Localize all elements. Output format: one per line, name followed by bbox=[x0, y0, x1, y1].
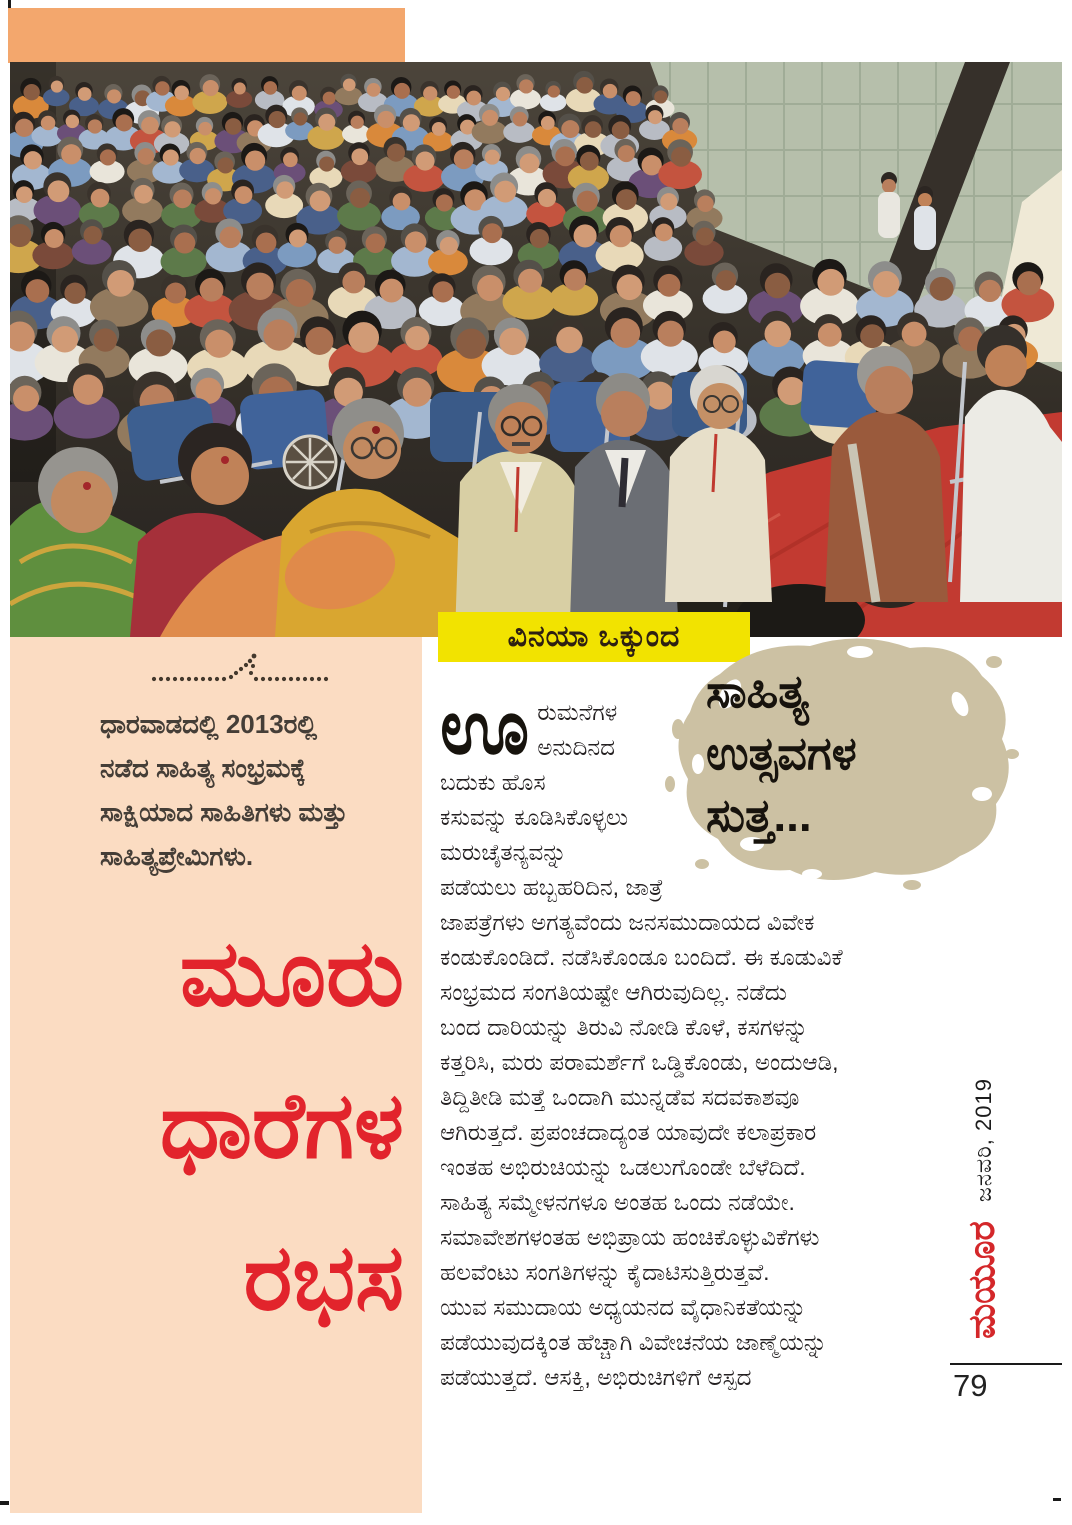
page-number: 79 bbox=[953, 1368, 988, 1403]
article-text: ಬದುಕು ಹೊಸ ಕಸುವನ್ನು ಕೂಡಿಸಿಕೊಳ್ಳಲು ಮರುಚೈತನ್ಯವನ್ನು ಪಡೆಯಲು ಹಬ್ಬಹರಿದಿನ, ಜಾತ್ರೆ ಜಾಪತ್ರೆಗಳು ಅಗತ್ಯವೆಂದು ಜನಸಮುದಾಯದ ವಿವೇಕ ಕಂಡುಕೊಂಡಿದೆ. ನಡೆಸಿಕೊಂಡೂ ಬಂದಿದೆ. ಈ ಕೂಡುವಿಕೆ ಸಂಭ್ರಮದ ಸಂಗತಿಯಷ್ಟೇ ಆಗಿರುವುದಿಲ್ಲ. ನಡೆದು ಬಂದ ದಾರಿಯನ್ನು ತಿರುವಿ ನೋಡಿ ಕೊಳೆ, ಕಸಗಳನ್ನು ಕತ್ತರಿಸಿ, ಮರು ಪರಾಮರ್ಶೆಗೆ ಒಡ್ಡಿಕೊಂಡು, ಅಂದುಆಡಿ, ತಿದ್ದಿತೀಡಿ ಮತ್ತೆ ಒಂದಾಗಿ ಮುನ್ನಡೆವ ಸದವಕಾಶವೂ ಆಗಿರುತ್ತದೆ. ಪ್ರಪಂಚದಾದ್ಯಂತ ಯಾವುದೇ ಕಲಾಪ್ರಕಾರ ಇಂತಹ ಅಭಿರುಚಿಯನ್ನು ಒಡಲುಗೊಂಡೇ ಬೆಳೆದಿದೆ. ಸಾಹಿತ್ಯ ಸಮ್ಮೇಳನಗಳೂ ಅಂತಹ ಒಂದು ನಡೆಯೇ. ಸಮಾವೇಶಗಳಂತಹ ಅಭಿಪ್ರಾಯ ಹಂಚಿಕೊಳ್ಳುವಿಕೆಗಳು ಹಲವೆಂಟು ಸಂಗತಿಗಳನ್ನು ಕೈದಾಟಿಸುತ್ತಿರುತ್ತವೆ. ಯುವ ಸಮುದಾಯ ಅಧ್ಯಯನದ ವೈಧಾನಿಕತೆಯನ್ನು ಪಡೆಯುವುದಕ್ಕಿಂತ ಹೆಚ್ಚಾಗಿ ವಿವೇಚನೆಯ ಜಾಣ್ಮೆಯನ್ನು ಪಡೆಯುತ್ತದೆ. ಆಸಕ್ತಿ, ಅಭಿರುಚಿಗಳಿಗೆ ಆಸ್ಪದ bbox=[440, 769, 843, 1390]
headline-line: ಮೂರು bbox=[179, 923, 404, 1025]
dotted-ornament bbox=[150, 652, 330, 688]
folio-rule bbox=[950, 1363, 1062, 1365]
issue-date-vertical: ಜನವರಿ, 2019 bbox=[971, 1078, 996, 1202]
article-body bbox=[440, 695, 955, 1415]
magazine-name-vertical: ಮಯೂರ bbox=[961, 1221, 1002, 1339]
article-headline bbox=[10, 898, 404, 1354]
audience-photo bbox=[10, 62, 1062, 637]
chair-wheel bbox=[284, 436, 336, 488]
crop-mark-bottom-right bbox=[1053, 1498, 1061, 1501]
crop-mark-bottom-left bbox=[0, 1501, 9, 1505]
header-accent-bar bbox=[8, 8, 405, 63]
article-opening-lines: ರುಮನೆಗಳ ಅನುದಿನದ bbox=[537, 699, 618, 760]
headline-line: ರಭಸ bbox=[243, 1227, 404, 1329]
byline-author: ವಿನಯಾ ಒಕ್ಕುಂದ bbox=[507, 620, 681, 653]
topic-blob-text: ಸಾಹಿತ್ಯ ಉತ್ಸವಗಳ ಸುತ್ತ... bbox=[706, 665, 857, 841]
audience-photo-illustration bbox=[10, 62, 1062, 637]
drop-cap: ಊ bbox=[440, 695, 528, 770]
photo-caption: ಧಾರವಾಡದಲ್ಲಿ 2013ರಲ್ಲಿ ನಡೆದ ಸಾಹಿತ್ಯ ಸಂಭ್ರಮಕ್ಕೆ ಸಾಕ್ಷಿಯಾದ ಸಾಹಿತಿಗಳು ಮತ್ತು ಸಾಹಿತ್ಯಪ್ರೇಮಿಗಳು. bbox=[100, 709, 348, 871]
headline-line: ಧಾರೆಗಳ bbox=[160, 1075, 404, 1177]
